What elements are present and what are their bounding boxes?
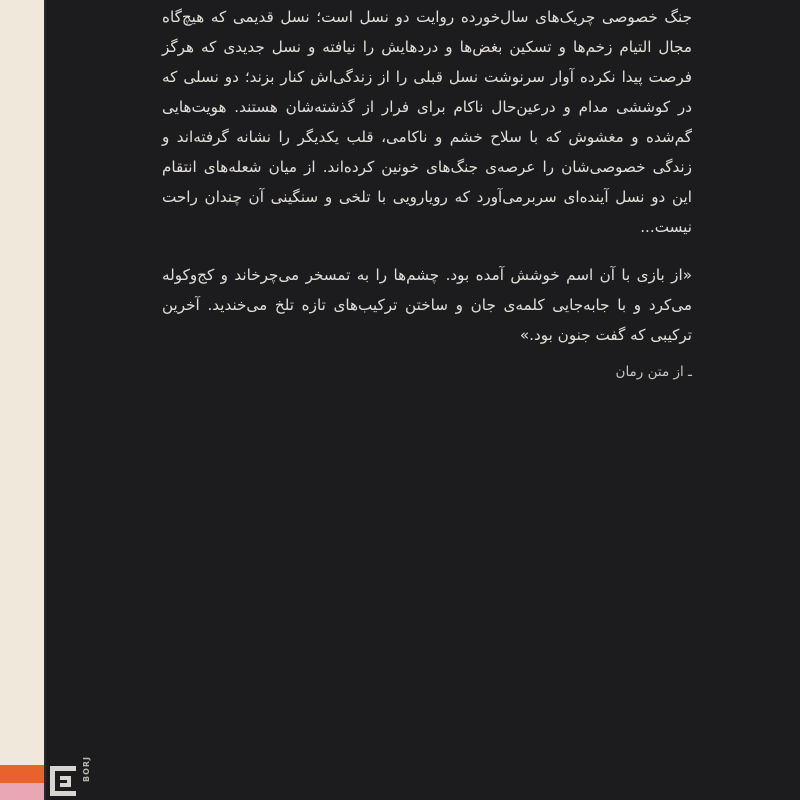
blurb-paragraph: جنگ خصوصی چریک‌های سال‌خورده روایت دو نسل است؛ نسل قدیمی که هیچ‌گاه مجال التیام زخم‌ها و تسکین بغض‌ها و دردهایش را نیافته و نسل جدیدی که هرگز فرصت پیدا نکرده آوار سرنوشت نسل قبلی را از زندگی‌اش کنار بزند؛ دو نسلی که در کوششی مدام و درعین‌حال ناکام برای فرار از گذشته‌شان هستند. هویت‌هایی گم‌شده و مغشوش که با سلاح خشم و ناکامی، قلب یکدیگر را نشانه گرفته‌اند و زندگی خصوصی‌شان را عرصه‌ی جنگ‌های خونین کرده‌اند. از میان شعله‌های انتقام این دو نسل آینده‌ای سربرمی‌آورد که رویارویی با تلخی و سنگینی آن چندان راحت نیست...: [162, 8, 692, 236]
accent-bar-orange: [0, 765, 44, 783]
publisher-brand-text: BORJ: [82, 755, 91, 782]
spine-divider: [44, 0, 46, 800]
accent-bar-pink: [0, 783, 44, 800]
publisher-logo-icon: [50, 766, 76, 796]
excerpt-quote: «از بازی با آن اسم خوشش آمده بود. چشم‌ها را به تمسخر می‌چرخاند و کج‌وکوله می‌کرد و با جابه‌جایی کلمه‌ی جان و ساختن ترکیب‌های تازه تلخ می‌خندید. آخرین ترکیبی که گفت جنون بود.»: [162, 266, 692, 344]
book-spine-strip: [0, 0, 44, 800]
blurb-text-block: [162, 0, 692, 384]
excerpt-attribution: ـ از متن رمان: [615, 364, 692, 380]
